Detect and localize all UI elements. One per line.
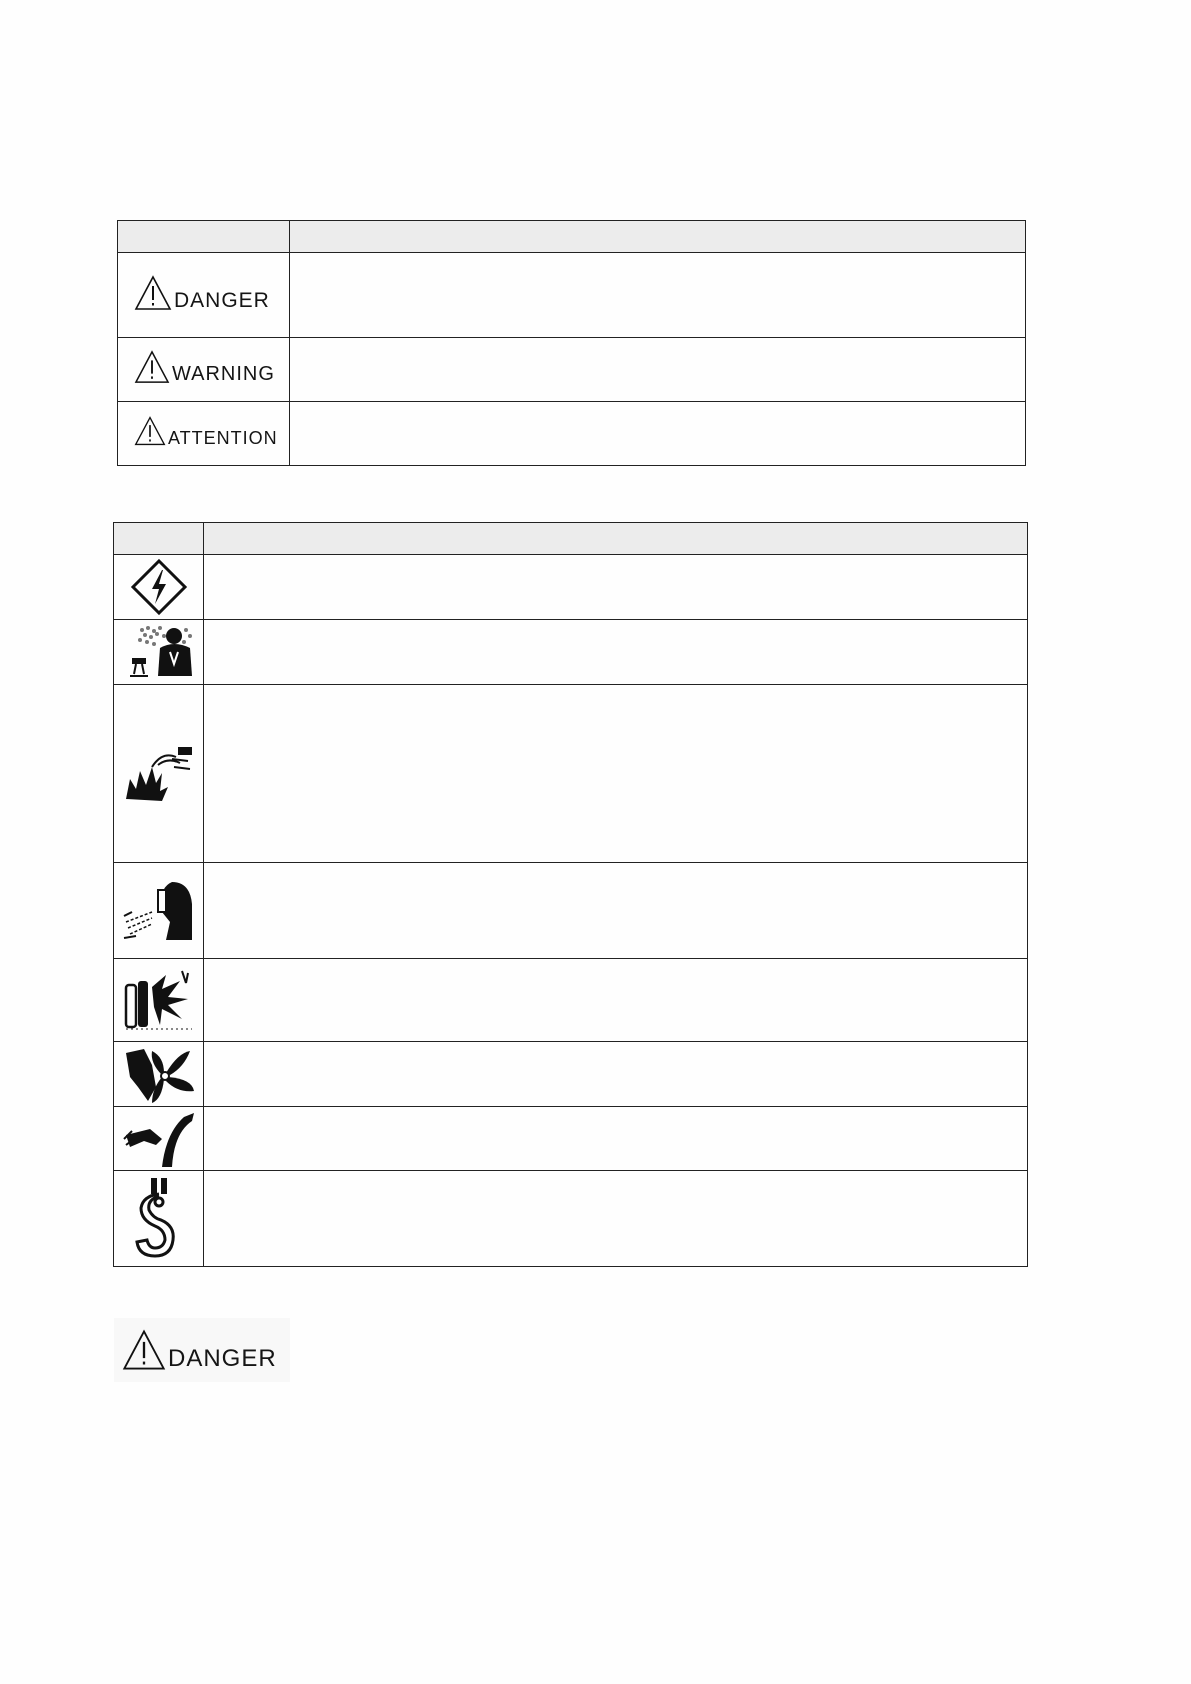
signal-word-label: DANGER xyxy=(174,288,270,312)
table-row xyxy=(114,1171,1028,1267)
header-cell-description xyxy=(204,523,1028,555)
symbol-cell xyxy=(114,1171,204,1267)
description-cell xyxy=(204,1107,1028,1171)
symbol-cell xyxy=(114,1107,204,1171)
table-row xyxy=(114,1107,1028,1171)
fire-explosion-icon xyxy=(122,743,196,805)
electric-shock-icon xyxy=(130,558,188,616)
symbol-cell xyxy=(114,959,204,1042)
fumes-gases-icon xyxy=(124,622,194,682)
symbol-cell xyxy=(114,863,204,959)
table-row xyxy=(114,863,1028,959)
table-row xyxy=(114,555,1028,620)
description-cell xyxy=(204,1042,1028,1107)
signal-word-label: ATTENTION xyxy=(168,428,278,448)
arc-rays-face-shield-icon xyxy=(122,878,196,944)
table-row xyxy=(118,253,1026,338)
description-cell xyxy=(290,253,1026,338)
signal-word-label: WARNING xyxy=(172,363,275,385)
table-row xyxy=(114,1042,1028,1107)
signal-words-table xyxy=(117,220,1026,466)
hot-parts-burn-icon xyxy=(122,1109,196,1169)
warning-triangle-icon xyxy=(134,275,172,311)
moving-parts-fan-icon xyxy=(122,1043,196,1105)
header-cell-symbol xyxy=(114,523,204,555)
symbol-cell xyxy=(114,1042,204,1107)
warning-triangle-icon xyxy=(134,415,166,447)
warning-triangle-icon xyxy=(134,350,170,384)
signal-word-label: DANGER xyxy=(168,1345,277,1372)
header-cell-symbol xyxy=(118,221,290,253)
description-cell xyxy=(204,555,1028,620)
table-row xyxy=(114,620,1028,685)
description-cell xyxy=(204,1171,1028,1267)
danger-signal-heading xyxy=(114,1318,290,1382)
table-row xyxy=(114,685,1028,863)
description-cell xyxy=(204,620,1028,685)
description-cell xyxy=(290,338,1026,402)
warning-triangle-icon xyxy=(122,1329,166,1371)
signal-word-attention xyxy=(118,402,290,466)
hazard-symbols-table xyxy=(113,522,1028,1267)
header-cell-description xyxy=(290,221,1026,253)
table-header-row xyxy=(114,523,1028,555)
table-row xyxy=(118,338,1026,402)
description-cell xyxy=(204,959,1028,1042)
symbol-cell xyxy=(114,685,204,863)
description-cell xyxy=(204,685,1028,863)
table-row xyxy=(114,959,1028,1042)
description-cell xyxy=(204,863,1028,959)
symbol-cell xyxy=(114,620,204,685)
table-header-row xyxy=(118,221,1026,253)
description-cell xyxy=(290,402,1026,466)
cylinder-explosion-icon xyxy=(122,967,196,1033)
signal-word-danger xyxy=(118,253,290,338)
table-row xyxy=(118,402,1026,466)
symbol-cell xyxy=(114,555,204,620)
lifting-hook-icon xyxy=(127,1176,191,1262)
signal-word-warning xyxy=(118,338,290,402)
